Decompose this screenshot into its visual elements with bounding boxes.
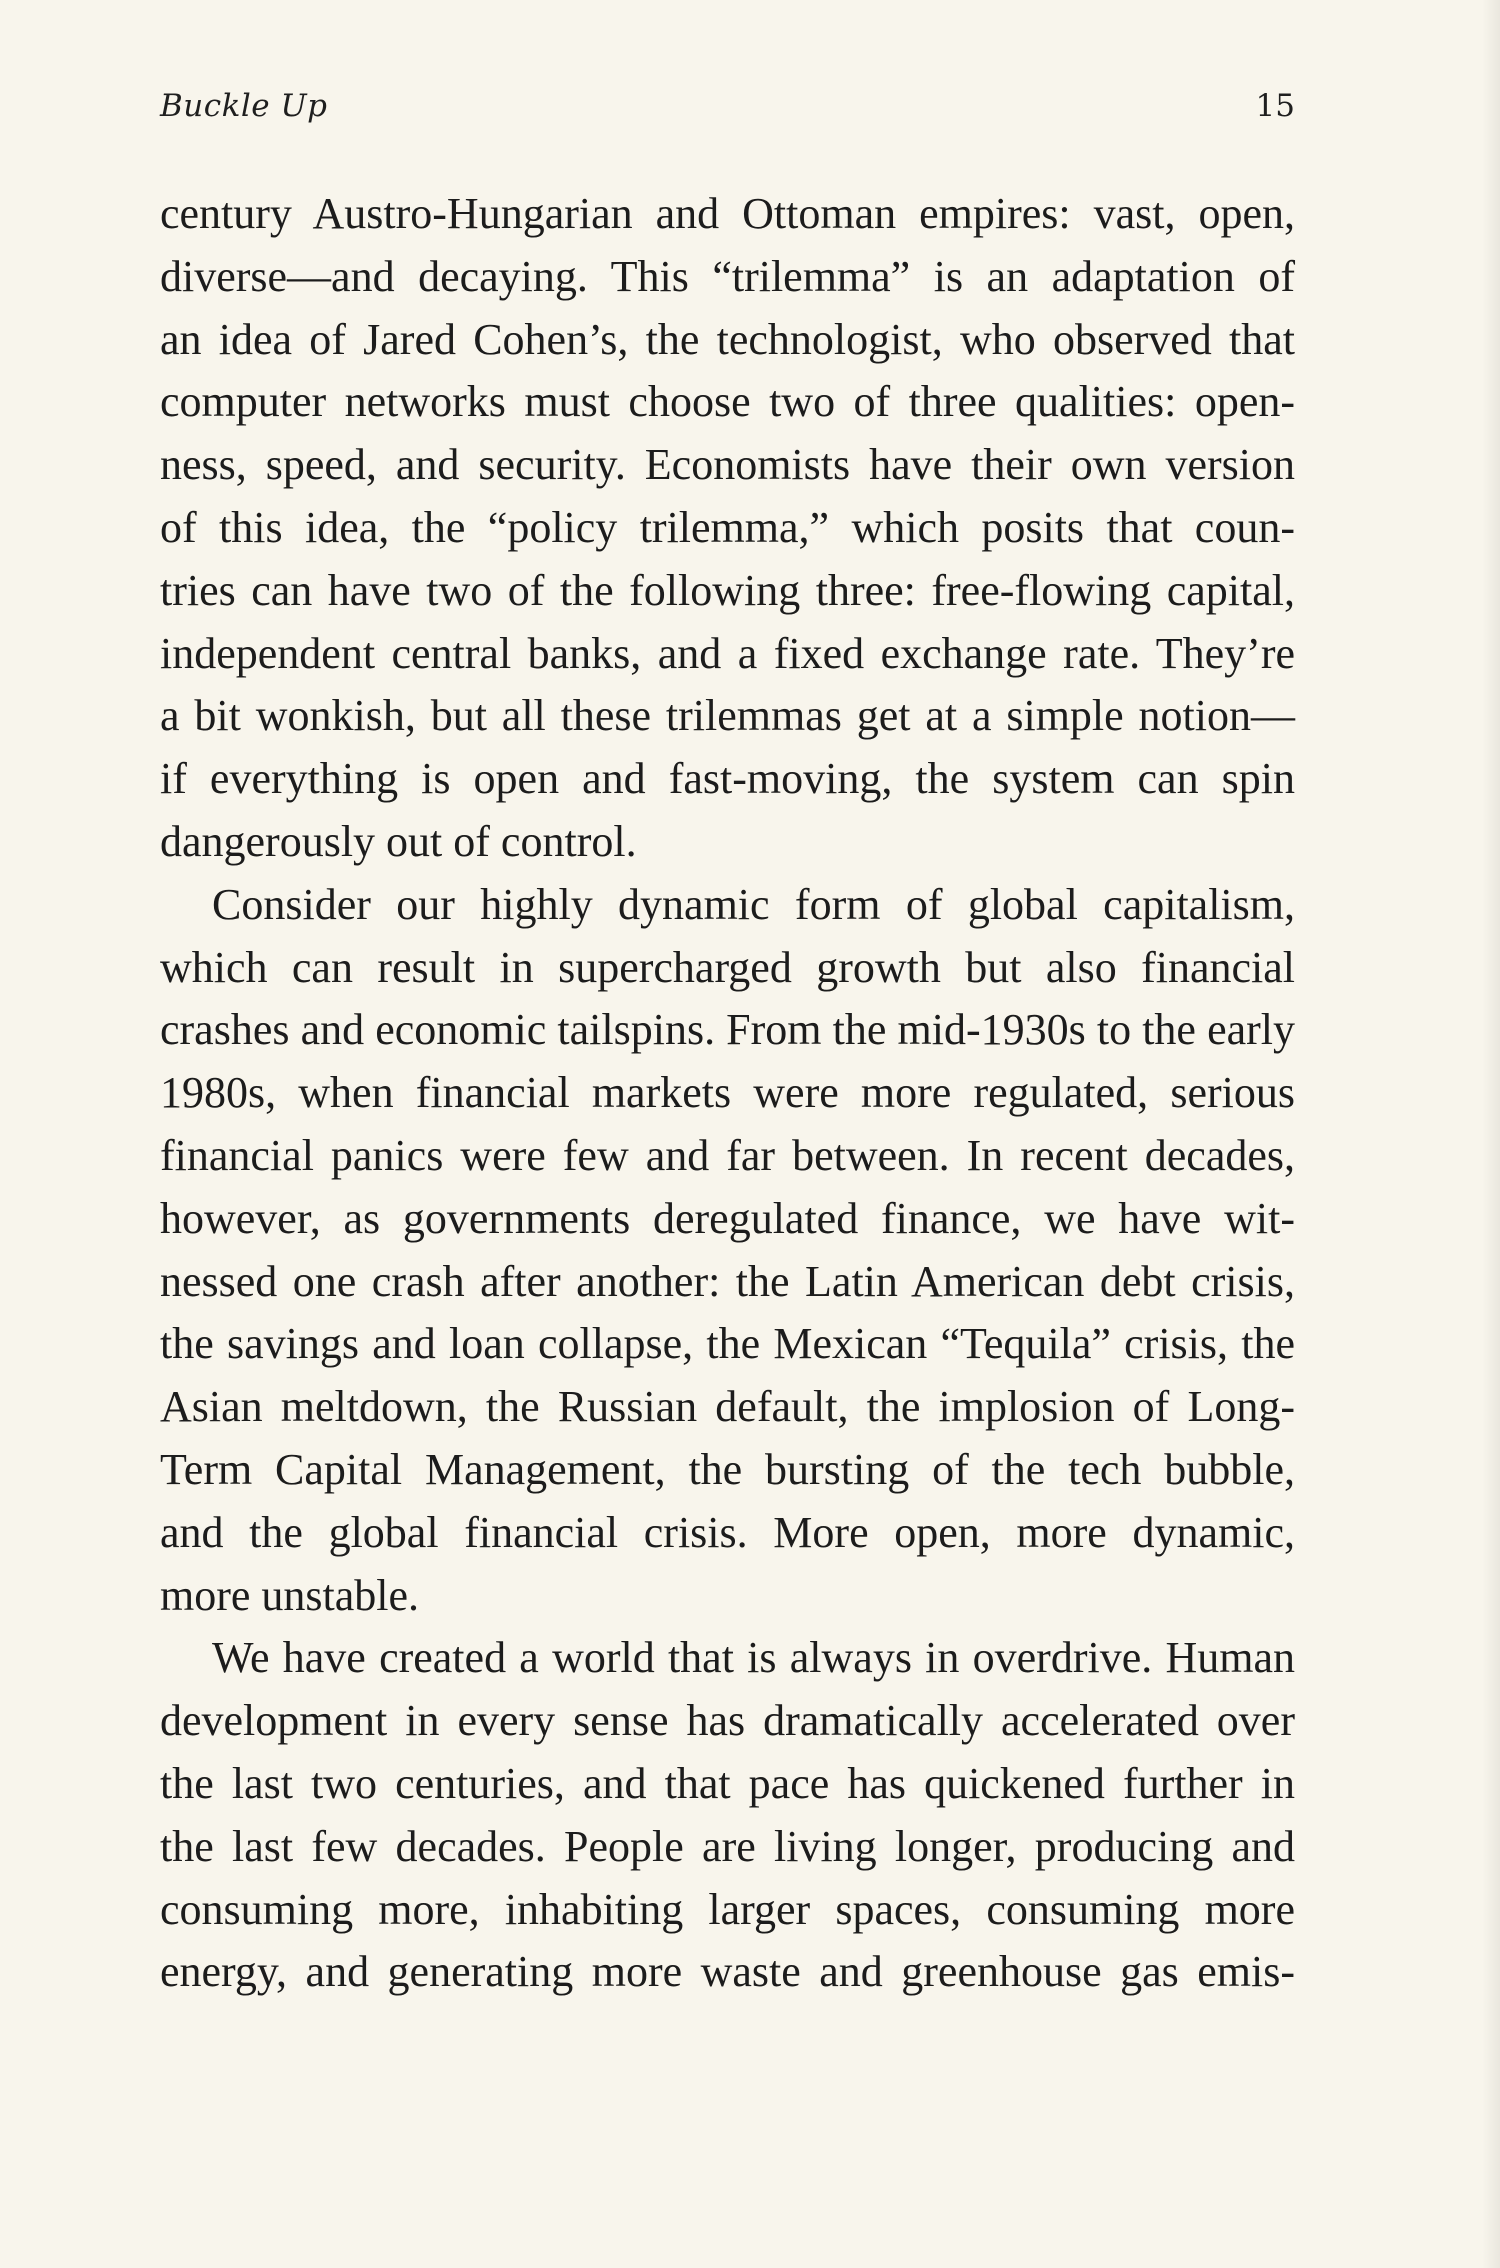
text-line: consuming more, inhabiting larger spaces, consuming more bbox=[160, 1884, 1295, 1934]
text-line: more unstable. bbox=[160, 1570, 420, 1620]
text-line: 1980s, when financial markets were more regulated, serious bbox=[160, 1068, 1295, 1118]
text-line: crashes and economic tailspins. From the mid-1930s to the early bbox=[160, 1005, 1295, 1055]
text-line: Consider our highly dynamic form of global capitalism, bbox=[212, 879, 1295, 929]
text-line: development in every sense has dramatically accelerated over bbox=[160, 1696, 1295, 1746]
text-line: if everything is open and fast-moving, the system can spin bbox=[160, 754, 1295, 804]
text-line: financial panics were few and far between. In recent decades, bbox=[160, 1130, 1295, 1180]
text-line: an idea of Jared Cohen’s, the technologist, who observed that bbox=[160, 314, 1295, 364]
text-line: We have created a world that is always in overdrive. Human bbox=[212, 1633, 1295, 1683]
text-line: Term Capital Management, the bursting of the tech bubble, bbox=[160, 1444, 1295, 1494]
page-edge-shadow bbox=[1482, 0, 1500, 2268]
text-line: ness, speed, and security. Economists have their own version bbox=[160, 440, 1295, 490]
text-line: of this idea, the “policy trilemma,” which posits that coun- bbox=[160, 502, 1295, 552]
text-line: the last two centuries, and that pace has quickened further in bbox=[160, 1758, 1295, 1808]
text-line: and the global financial crisis. More open, more dynamic, bbox=[160, 1507, 1295, 1557]
text-line: the last few decades. People are living longer, producing and bbox=[160, 1821, 1295, 1871]
text-line: diverse—and decaying. This “trilemma” is an adaptation of bbox=[160, 251, 1295, 301]
text-line: century Austro-Hungarian and Ottoman empires: vast, open, bbox=[160, 189, 1295, 238]
text-line: computer networks must choose two of three qualities: open- bbox=[160, 377, 1295, 427]
page-number: 15 bbox=[1255, 88, 1295, 124]
text-line: a bit wonkish, but all these trilemmas get at a simple notion— bbox=[160, 691, 1295, 741]
text-line: independent central banks, and a fixed exchange rate. They’re bbox=[160, 628, 1295, 678]
text-line: energy, and generating more waste and greenhouse gas emis- bbox=[160, 1947, 1295, 1997]
text-line: dangerously out of control. bbox=[160, 816, 637, 866]
text-line: the savings and loan collapse, the Mexican “Tequila” crisis, the bbox=[160, 1319, 1295, 1369]
text-line: which can result in supercharged growth but also financial bbox=[160, 942, 1295, 992]
text-line: however, as governments deregulated finance, we have wit- bbox=[160, 1193, 1295, 1243]
text-line: nessed one crash after another: the Latin American debt crisis, bbox=[160, 1256, 1295, 1306]
text-line: Asian meltdown, the Russian default, the implosion of Long- bbox=[160, 1382, 1295, 1432]
text-line: tries can have two of the following three: free-flowing capital, bbox=[160, 565, 1295, 615]
running-head: Buckle Up bbox=[160, 88, 328, 124]
body-text bbox=[160, 183, 1295, 2004]
